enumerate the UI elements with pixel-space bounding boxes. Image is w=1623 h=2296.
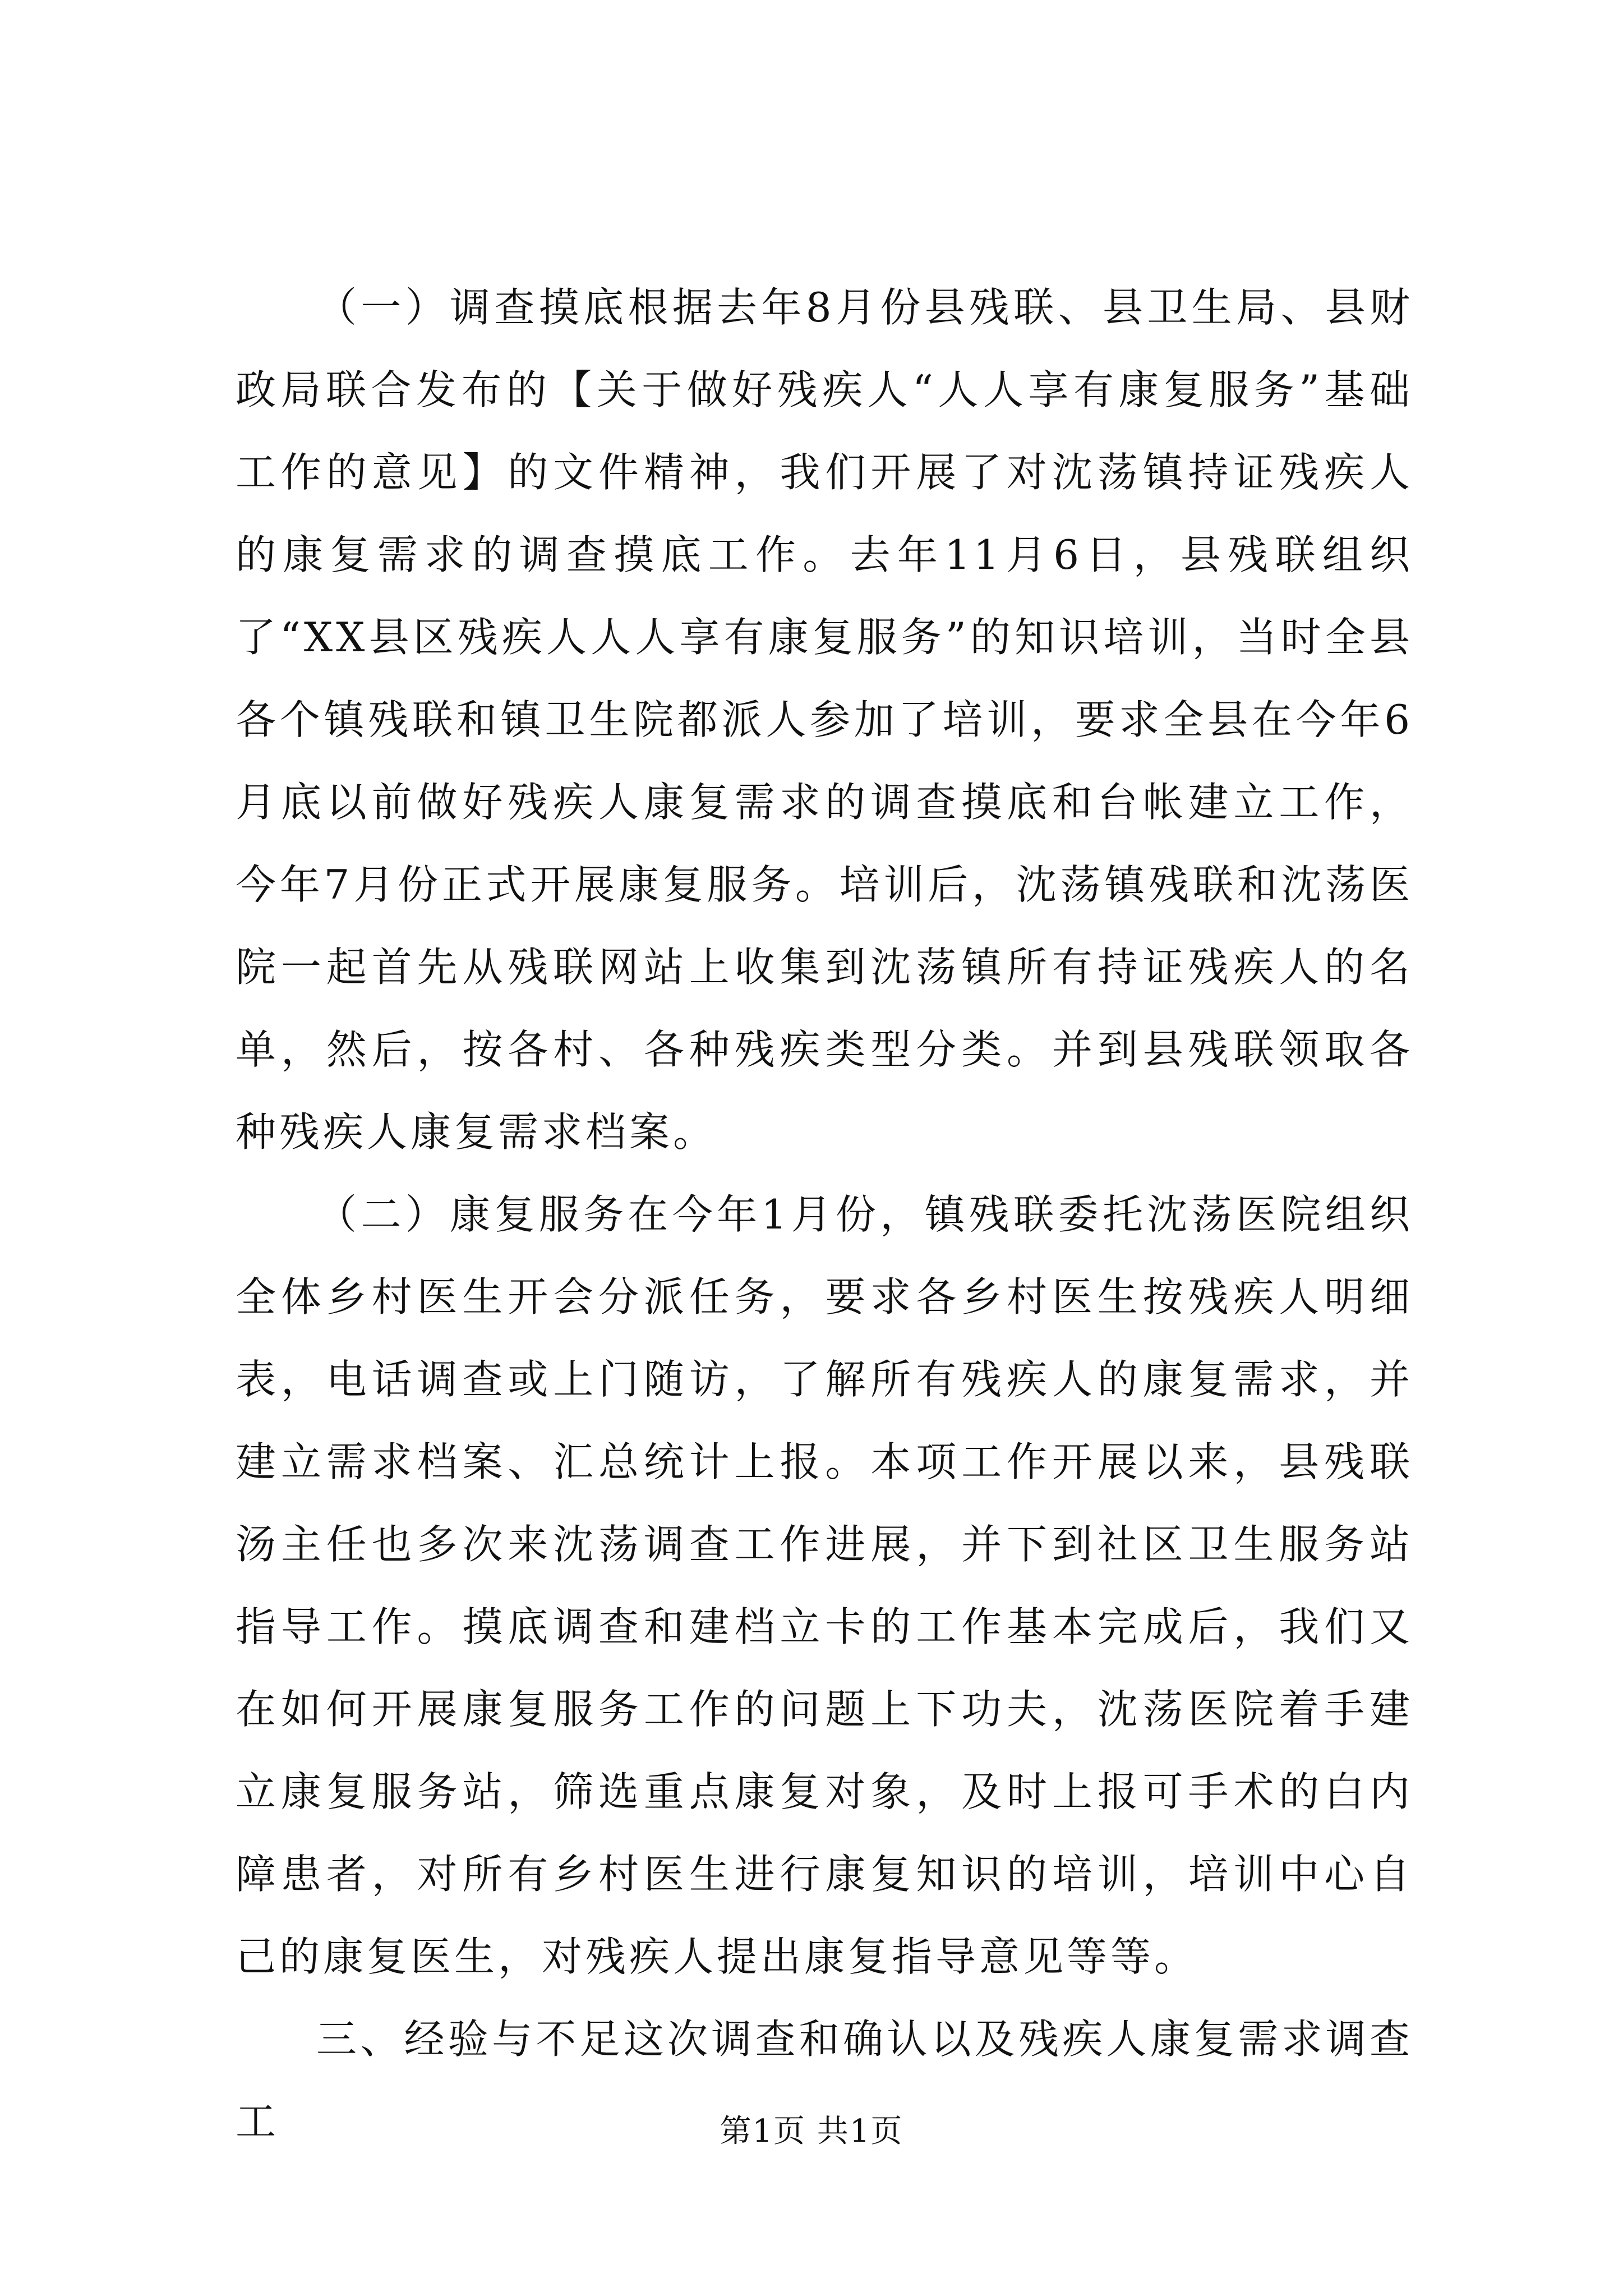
page-number-footer: 第1页 共1页: [720, 2113, 903, 2150]
document-body: [236, 266, 1413, 2163]
paragraph-rehab-service: （二）康复服务在今年1月份，镇残联委托沈荡医院组织全体乡村医生开会分派任务，要求各乡村医生按残疾人明细表，电话调查或上门随访，了解所有残疾人的康复需求，并建立需求档案、汇总统计上报。本项工作开展以来，县残联汤主任也多次来沈荡调查工作进展，并下到社区卫生服务站指导工作。摸底调查和建档立卡的工作基本完成后，我们又在如何开展康复服务工作的问题上下功夫，沈荡医院着手建立康复服务站，筛选重点康复对象，及时上报可手术的白内障患者，对所有乡村医生进行康复知识的培训，培训中心自己的康复医生，对残疾人提出康复指导意见等等。: [236, 1191, 1413, 1980]
paragraph-experience: 三、经验与不足这次调查和确认以及残疾人康复需求调查工: [236, 2016, 1413, 2145]
paragraph-survey: （一）调查摸底根据去年8月份县残联、县卫生局、县财政局联合发布的【关于做好残疾人“人人享有康复服务”基础工作的意见】的文件精神，我们开展了对沈荡镇持证残疾人的康复需求的调查摸底工作。去年11月6日，县残联组织了“XX县区残疾人人人享有康复服务”的知识培训，当时全县各个镇残联和镇卫生院都派人参加了培训，要求全县在今年6月底以前做好残疾人康复需求的调查摸底和台帐建立工作，今年7月份正式开展康复服务。培训后，沈荡镇残联和沈荡医院一起首先从残联网站上收集到沈荡镇所有持证残疾人的名单，然后，按各村、各种残疾类型分类。并到县残联领取各种残疾人康复需求档案。: [236, 284, 1413, 1156]
